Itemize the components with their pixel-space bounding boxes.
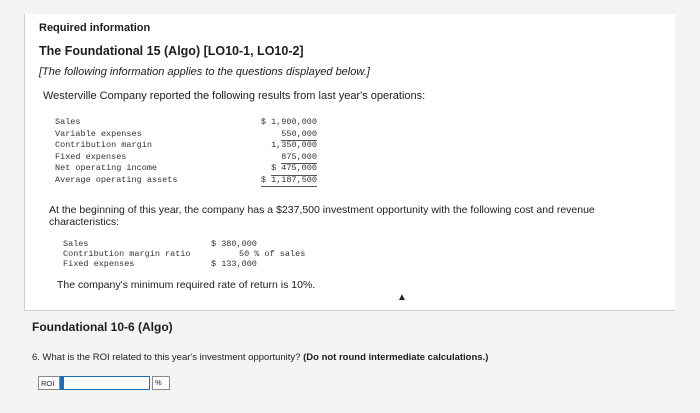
- question-text: [32, 352, 488, 363]
- financial-results-table: [55, 117, 317, 186]
- table-row: [55, 117, 317, 129]
- problem-note: [The following information applies to the questions displayed below.]: [39, 66, 370, 78]
- row-value: 1,350,000: [271, 140, 317, 150]
- row-label: Variable expenses: [55, 128, 142, 139]
- roi-input[interactable]: [60, 376, 150, 390]
- investment-intro: At the beginning of this year, the company has a $237,500 investment opportunity with the following cost and revenue characteristics:: [49, 204, 595, 228]
- table-row: [55, 175, 317, 187]
- minimum-return-text: The company's minimum required rate of return is 10%.: [57, 279, 316, 291]
- row-label: Fixed expenses: [55, 151, 127, 162]
- table-row: [63, 259, 393, 269]
- answer-row: [38, 376, 170, 390]
- row-value: 875,000: [281, 152, 317, 165]
- section-subheading: Foundational 10-6 (Algo): [32, 320, 173, 334]
- row-value: $ 475,000: [271, 163, 317, 176]
- row-value: 550,000: [281, 129, 317, 142]
- row-label: Contribution margin: [55, 140, 152, 150]
- row-value: 50 % of sales: [239, 249, 306, 259]
- row-value: $ 1,187,500: [261, 175, 317, 188]
- question-instruction: (Do not round intermediate calculations.): [303, 352, 489, 363]
- row-label: Fixed expenses: [63, 259, 135, 269]
- percent-unit: %: [152, 376, 170, 390]
- row-label: Sales: [55, 117, 81, 127]
- row-label: Contribution margin ratio: [63, 249, 191, 259]
- table-row: [55, 129, 317, 141]
- row-value: $ 380,000: [211, 239, 257, 249]
- row-value: $ 1,900,000: [260, 117, 317, 127]
- problem-card: [24, 14, 675, 311]
- row-value: $ 133,000: [211, 259, 257, 269]
- row-label: Net operating income: [55, 163, 158, 173]
- table-row: [55, 163, 317, 175]
- required-information-label: Required information: [39, 22, 151, 34]
- investment-table: [63, 239, 393, 269]
- table-row: [55, 152, 317, 164]
- question-prompt: 6. What is the ROI related to this year's investment opportunity?: [32, 352, 301, 363]
- cursor-icon: ▲: [397, 292, 407, 303]
- row-label: Average operating assets: [55, 174, 178, 185]
- table-row: [55, 140, 317, 152]
- roi-label: ROI: [38, 376, 60, 390]
- problem-intro: Westerville Company reported the following results from last year's operations:: [43, 90, 426, 102]
- row-label: Sales: [63, 239, 89, 249]
- table-row: [63, 239, 393, 249]
- problem-title: The Foundational 15 (Algo) [LO10-1, LO10-2]: [39, 44, 304, 58]
- table-row: [63, 249, 393, 259]
